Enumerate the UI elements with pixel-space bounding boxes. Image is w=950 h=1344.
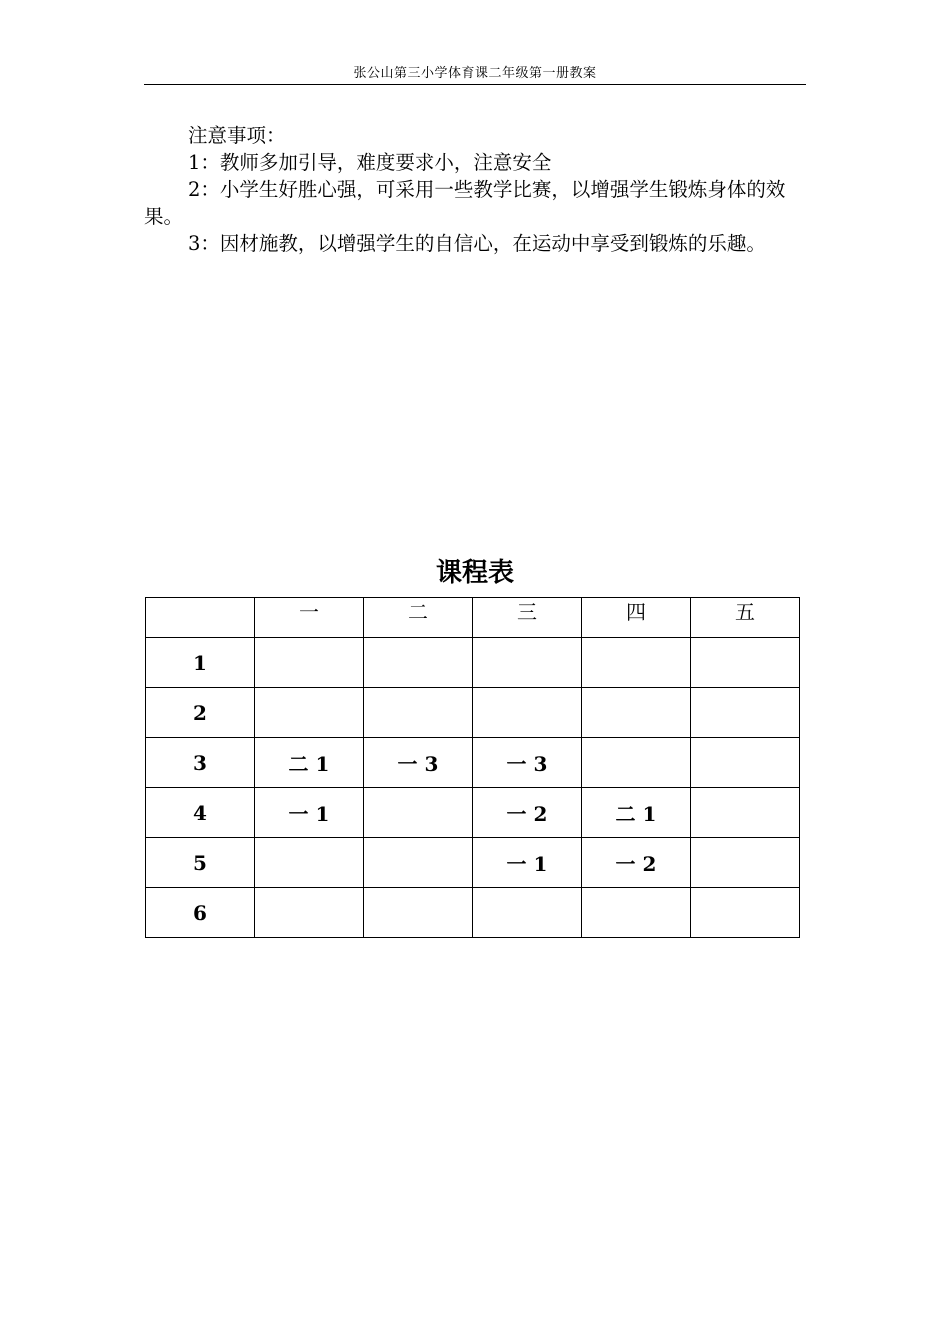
table-cell: 一 1 [255, 788, 364, 838]
table-cell [364, 888, 473, 938]
header-cell-day: 五 [691, 598, 800, 638]
note-item-3: 3：因材施教，以增强学生的自信心，在运动中享受到锻炼的乐趣。 [188, 232, 766, 255]
table-cell: 一 2 [582, 838, 691, 888]
table-cell [473, 688, 582, 738]
schedule-title: 课程表 [435, 558, 514, 588]
table-cell: 一 2 [473, 788, 582, 838]
table-cell: 二 1 [255, 738, 364, 788]
notes-heading: 注意事项： [188, 124, 286, 147]
table-row [146, 888, 800, 938]
schedule-header-row [146, 598, 800, 638]
table-row [146, 788, 800, 838]
page-header: 张公山第三小学体育课二年级第一册教案 [144, 66, 806, 85]
table-cell [691, 838, 800, 888]
table-cell [582, 888, 691, 938]
table-cell: 二 1 [582, 788, 691, 838]
table-cell: 一 3 [473, 738, 582, 788]
period-number: 6 [146, 888, 255, 938]
table-cell [691, 688, 800, 738]
table-cell [364, 788, 473, 838]
table-cell [582, 638, 691, 688]
table-cell [364, 638, 473, 688]
table-cell [691, 638, 800, 688]
table-cell [255, 688, 364, 738]
header-cell-day: 一 [255, 598, 364, 638]
header-cell-day: 三 [473, 598, 582, 638]
table-row [146, 638, 800, 688]
note-item-2: 2：小学生好胜心强，可采用一些教学比赛，以增强学生锻炼身体的效果。 [144, 178, 786, 228]
table-cell [255, 838, 364, 888]
table-row [146, 688, 800, 738]
table-cell [582, 688, 691, 738]
period-number: 3 [146, 738, 255, 788]
schedule-table [145, 597, 800, 938]
notes-section [144, 122, 814, 257]
table-cell [691, 888, 800, 938]
period-number: 1 [146, 638, 255, 688]
table-cell [364, 838, 473, 888]
table-cell: 一 1 [473, 838, 582, 888]
table-cell [691, 738, 800, 788]
period-number: 5 [146, 838, 255, 888]
table-cell [364, 688, 473, 738]
header-cell-corner [146, 598, 255, 638]
table-cell [473, 888, 582, 938]
table-cell [255, 638, 364, 688]
table-cell [255, 888, 364, 938]
table-row [146, 738, 800, 788]
note-item-1: 1：教师多加引导，难度要求小，注意安全 [188, 151, 552, 174]
table-cell [582, 738, 691, 788]
period-number: 2 [146, 688, 255, 738]
table-row [146, 838, 800, 888]
header-cell-day: 四 [582, 598, 691, 638]
header-cell-day: 二 [364, 598, 473, 638]
table-cell [473, 638, 582, 688]
table-cell [691, 788, 800, 838]
period-number: 4 [146, 788, 255, 838]
table-cell: 一 3 [364, 738, 473, 788]
